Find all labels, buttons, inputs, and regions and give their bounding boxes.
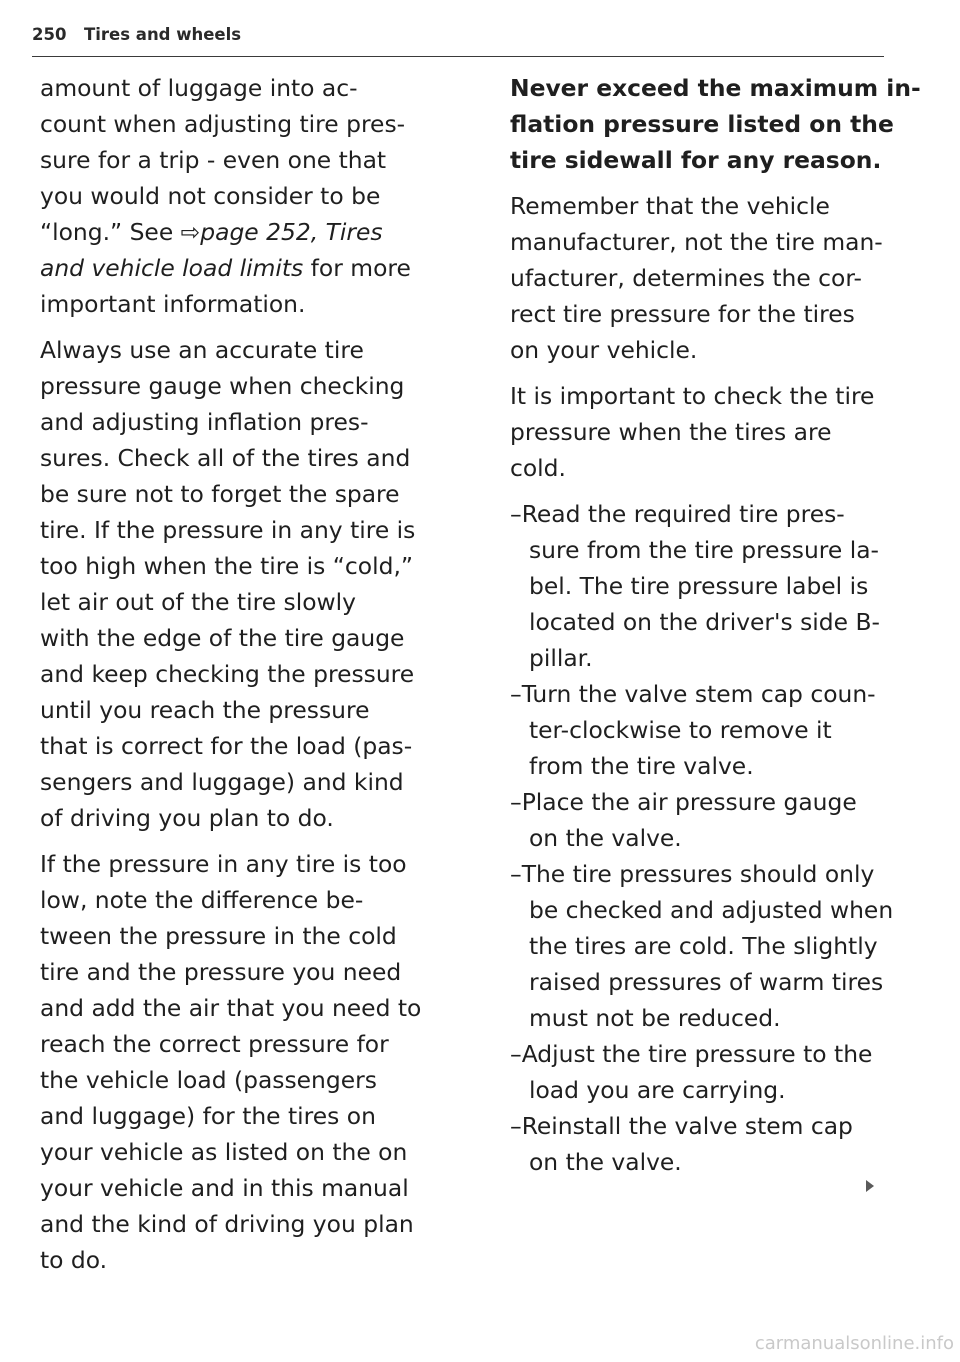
text-line bbox=[40, 214, 472, 250]
text-line: and the kind of driving you plan bbox=[40, 1210, 414, 1238]
text-line: sure for a trip - even one that bbox=[40, 146, 387, 174]
warning-heading bbox=[510, 70, 921, 178]
list-item bbox=[510, 856, 900, 1036]
list-item bbox=[510, 784, 900, 856]
text-line: If the pressure in any tire is too bbox=[40, 850, 407, 878]
text-line: count when adjusting tire pres- bbox=[40, 110, 406, 138]
text-line: manufacturer, not the tire man- bbox=[510, 228, 883, 256]
text-line: Never exceed the maximum in- bbox=[510, 74, 921, 102]
step-line: bel. The tire pressure label is bbox=[529, 572, 869, 600]
text-line: your vehicle as listed on the on bbox=[40, 1138, 408, 1166]
text-line: you would not consider to be bbox=[40, 182, 381, 210]
section-title: Tires and wheels bbox=[84, 25, 242, 44]
list-item bbox=[510, 676, 900, 784]
step-line: –Adjust the tire pressure to the bbox=[510, 1040, 873, 1068]
list-item bbox=[510, 496, 900, 676]
cross-reference-link[interactable]: page 252, Tires bbox=[200, 218, 383, 246]
text-line: on your vehicle. bbox=[510, 336, 698, 364]
step-line: located on the driver's side B- bbox=[529, 608, 880, 636]
paragraph-manufacturer bbox=[510, 188, 900, 368]
text-line: It is important to check the tire bbox=[510, 382, 875, 410]
text-line: tire. If the pressure in any tire is bbox=[40, 516, 416, 544]
text-line: sures. Check all of the tires and bbox=[40, 444, 411, 472]
text-line: and keep checking the pressure bbox=[40, 660, 415, 688]
text-line bbox=[40, 250, 472, 286]
right-column bbox=[510, 70, 921, 1180]
text-line: amount of luggage into ac- bbox=[40, 74, 358, 102]
text-line: to do. bbox=[40, 1246, 108, 1274]
step-line: on the valve. bbox=[529, 824, 682, 852]
cross-reference-link[interactable]: and vehicle load limits bbox=[40, 254, 304, 282]
watermark: carmanualsonline.info bbox=[754, 1333, 954, 1354]
cross-reference-arrow-icon: ⇨ bbox=[180, 218, 201, 246]
text-line: be sure not to forget the spare bbox=[40, 480, 400, 508]
step-line: –The tire pressures should only bbox=[510, 860, 875, 888]
steps-list bbox=[510, 496, 900, 1180]
text-line: too high when the tire is “cold,” bbox=[40, 552, 413, 580]
text-line: flation pressure listed on the bbox=[510, 110, 894, 138]
step-line: from the tire valve. bbox=[529, 752, 754, 780]
text-line: tire sidewall for any reason. bbox=[510, 146, 882, 174]
paragraph-low-pressure bbox=[40, 846, 472, 1278]
step-line: –Place the air pressure gauge bbox=[510, 788, 857, 816]
text-line: that is correct for the load (pas- bbox=[40, 732, 413, 760]
text-line: let air out of the tire slowly bbox=[40, 588, 356, 616]
text-line: your vehicle and in this manual bbox=[40, 1174, 409, 1202]
step-line: on the valve. bbox=[529, 1148, 682, 1176]
text-fragment: for more bbox=[303, 254, 411, 282]
list-item bbox=[510, 1036, 900, 1108]
step-line: sure from the tire pressure la- bbox=[529, 536, 879, 564]
paragraph-gauge bbox=[40, 332, 472, 836]
left-column bbox=[40, 70, 472, 1278]
list-item bbox=[510, 1108, 900, 1180]
paragraph-luggage bbox=[40, 70, 472, 322]
text-line: low, note the difference be- bbox=[40, 886, 364, 914]
text-line: cold. bbox=[510, 454, 566, 482]
text-line: sengers and luggage) and kind bbox=[40, 768, 404, 796]
step-line: raised pressures of warm tires bbox=[529, 968, 884, 996]
step-line: load you are carrying. bbox=[529, 1076, 786, 1104]
text-line: and luggage) for the tires on bbox=[40, 1102, 376, 1130]
page-number: 250 bbox=[32, 25, 67, 44]
text-line: pressure when the tires are bbox=[510, 418, 832, 446]
continue-arrow-icon bbox=[866, 1180, 874, 1192]
text-line: pressure gauge when checking bbox=[40, 372, 405, 400]
step-line: the tires are cold. The slightly bbox=[529, 932, 878, 960]
step-line: –Read the required tire pres- bbox=[510, 500, 845, 528]
page-header bbox=[32, 24, 884, 57]
step-line: must not be reduced. bbox=[529, 1004, 781, 1032]
text-line: Remember that the vehicle bbox=[510, 192, 830, 220]
see-text: “long.” See bbox=[40, 218, 181, 246]
text-line: important information. bbox=[40, 290, 306, 318]
text-line: tween the pressure in the cold bbox=[40, 922, 397, 950]
text-line: and add the air that you need to bbox=[40, 994, 422, 1022]
text-line: ufacturer, determines the cor- bbox=[510, 264, 862, 292]
text-line: until you reach the pressure bbox=[40, 696, 370, 724]
text-line: and adjusting inflation pres- bbox=[40, 408, 369, 436]
text-line: tire and the pressure you need bbox=[40, 958, 402, 986]
text-line: reach the correct pressure for bbox=[40, 1030, 389, 1058]
step-line: ter-clockwise to remove it bbox=[529, 716, 832, 744]
text-line: Always use an accurate tire bbox=[40, 336, 364, 364]
step-line: be checked and adjusted when bbox=[529, 896, 894, 924]
text-line: of driving you plan to do. bbox=[40, 804, 334, 832]
step-line: pillar. bbox=[529, 644, 593, 672]
text-line: the vehicle load (passengers bbox=[40, 1066, 377, 1094]
paragraph-cold bbox=[510, 378, 900, 486]
step-line: –Reinstall the valve stem cap bbox=[510, 1112, 853, 1140]
text-line: rect tire pressure for the tires bbox=[510, 300, 855, 328]
text-line: with the edge of the tire gauge bbox=[40, 624, 405, 652]
step-line: –Turn the valve stem cap coun- bbox=[510, 680, 876, 708]
